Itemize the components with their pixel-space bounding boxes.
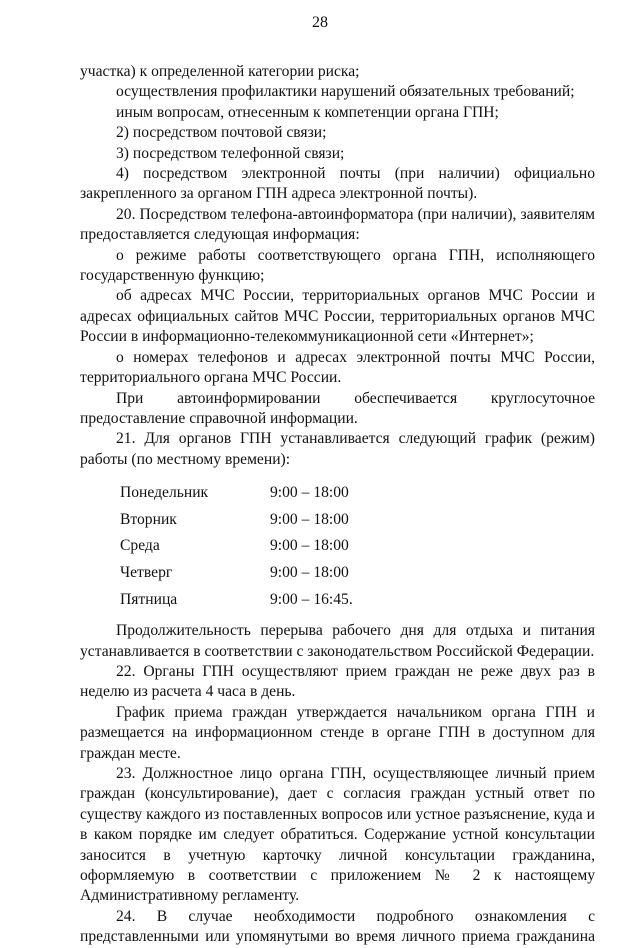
schedule-time: 9:00 – 18:00 [270, 537, 349, 555]
document-body [80, 62, 595, 948]
paragraphs-top [80, 62, 595, 470]
paragraph: 23. Должностное лицо органа ГПН, осуществляющее личный прием граждан (консультирование), дает с согласия граждан устный ответ по существу каждого из поставленных вопросов или устное разъяснение, куда и в каком порядке им следует обратиться. Содержание устной консультации заносится в учетную карточку личной консультации гражданина, оформляемую в соответствии с приложением № 2 к настоящему Административному регламенту. [80, 764, 595, 905]
work-schedule [80, 480, 595, 613]
paragraph: о номерах телефонов и адресах электронной почты МЧС России, территориального органа МЧС России. [80, 348, 595, 387]
paragraphs-bottom [80, 621, 595, 948]
paragraph: График приема граждан утверждается начальником органа ГПН и размещается на информационном стенде в органе ГПН в доступном для граждан месте. [80, 703, 595, 762]
schedule-time: 9:00 – 16:45. [270, 590, 353, 608]
schedule-time: 9:00 – 18:00 [270, 564, 349, 581]
schedule-row [80, 507, 595, 534]
schedule-day: Среда [120, 537, 160, 555]
paragraph: об адресах МЧС России, территориальных органов МЧС России и адресах официальных сайтов МЧС России, территориальных органов МЧС России в информационно-телекоммуникационной сети «Интернет»; [80, 287, 595, 346]
paragraph: 24. В случае необходимости подробного ознакомления с представленными или упомянутыми во время личного приема гражданина [80, 907, 595, 946]
schedule-day: Понедельник [120, 484, 209, 502]
paragraph: 22. Органы ГПН осуществляют прием граждан не реже двух раз в неделю из расчета 4 часа в день. [80, 662, 595, 701]
paragraph: 3) посредством телефонной связи; [116, 144, 345, 162]
paragraph: о режиме работы соответствующего органа ГПН, исполняющего государственную функцию; [80, 246, 595, 285]
schedule-row [80, 560, 595, 587]
paragraph: Продолжительность перерыва рабочего дня для отдыха и питания устанавливается в соответствии с законодательством Российской Федерации. [80, 622, 595, 660]
paragraph: При автоинформировании обеспечивается круглосуточное предоставление справочной информации. [80, 389, 595, 427]
schedule-row [80, 533, 595, 560]
paragraph: участка) к определенной категории риска; [80, 63, 360, 80]
schedule-day: Вторник [120, 510, 177, 528]
schedule-row [80, 480, 595, 507]
schedule-time: 9:00 – 18:00 [270, 510, 349, 528]
paragraph: 2) посредством почтовой связи; [116, 124, 327, 142]
paragraph: 21. Для органов ГПН устанавливается следующий график (режим) работы (по местному времени): [80, 430, 595, 468]
page-number: 28 [312, 14, 328, 31]
paragraph: 4) посредством электронной почты (при наличии) официально закрепленного за органом ГПН адреса электронной почты). [80, 165, 595, 203]
schedule-row [80, 587, 595, 614]
paragraph: иным вопросам, отнесенным к компетенции органа ГПН; [116, 103, 499, 121]
paragraph: осуществления профилактики нарушений обязательных требований; [116, 83, 575, 101]
schedule-day: Четверг [120, 564, 173, 581]
schedule-time: 9:00 – 18:00 [270, 484, 349, 502]
paragraph: 20. Посредством телефона-автоинформатора (при наличии), заявителям предоставляется следующая информация: [80, 205, 595, 244]
schedule-day: Пятница [120, 590, 178, 608]
